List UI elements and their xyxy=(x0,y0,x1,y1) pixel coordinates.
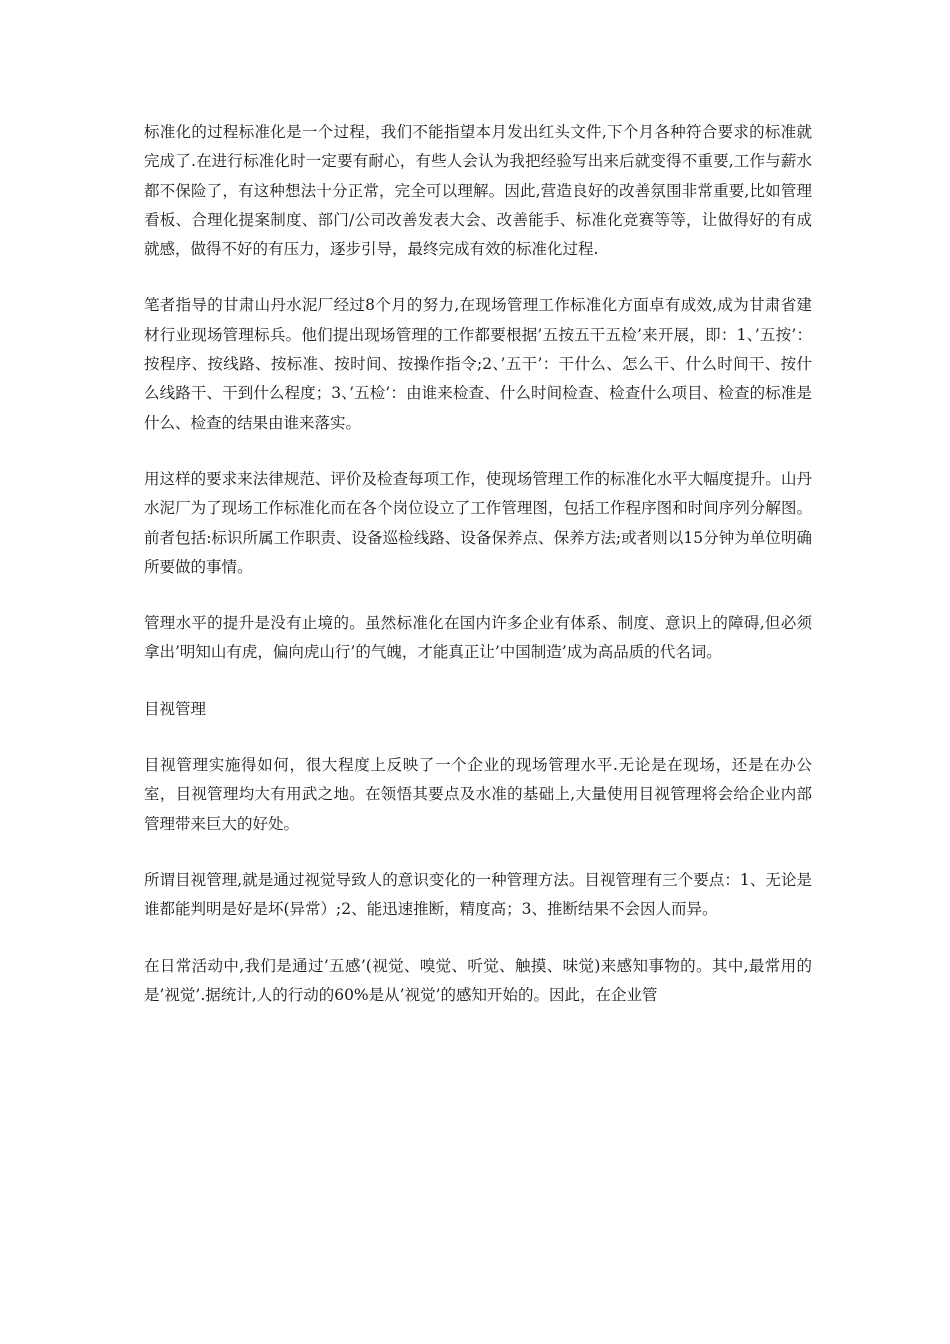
paragraph-work-charts: 用这样的要求来法律规范、评价及检查每项工作，使现场管理工作的标准化水平大幅度提升。山丹水泥厂为了现场工作标准化而在各个岗位设立了工作管理图，包括工作程序图和时间序列分解图。前者包括:标识所属工作职责、设备巡检线路、设备保养点、保养方法;或者则以15分钟为单位明确所要做的事情。 xyxy=(144,469,812,576)
paragraph-visual-management-definition: 所谓目视管理,就是通过视觉导致人的意识变化的一种管理方法。目视管理有三个要点：1、无论是谁都能判明是好是坏(异常）;2、能迅速推断，精度高；3、推断结果不会因人而异。 xyxy=(144,870,812,919)
paragraph-five-senses: 在日常活动中,我们是通过’五感’(视觉、嗅觉、听觉、触摸、味觉)来感知事物的。其中,最常用的是’视觉’.据统计,人的行动的60%是从’视觉’的感知开始的。因此，在企业管 xyxy=(144,956,812,1004)
paragraph-management-level: 管理水平的提升是没有止境的。虽然标准化在国内许多企业有体系、制度、意识上的障碍,但必须拿出’明知山有虎，偏向虎山行’的气魄，才能真正让’中国制造’成为高品质的代名词。 xyxy=(144,614,812,662)
section-heading-visual-management: 目视管理 xyxy=(144,699,207,718)
paragraph-shandan-case: 笔者指导的甘肃山丹水泥厂经过8个月的努力,在现场管理工作标准化方面卓有成效,成为甘肃省建材行业现场管理标兵。他们提出现场管理的工作都要根据’五按五干五检’来开展，即：1、’五按’：按程序、按线路、按标准、按时间、按操作指令;2、’五干’：干什么、怎么干、什么时间干、按什么线路干、干到什么程度；3、’五检’：由谁来检查、什么时间检查、检查什么项目、检查的标准是什么、检查的结果由谁来落实。 xyxy=(144,296,812,432)
paragraph-standardization-process: 标准化的过程标准化是一个过程，我们不能指望本月发出红头文件,下个月各种符合要求的标准就完成了.在进行标准化时一定要有耐心，有些人会认为我把经验写出来后就变得不重要,工作与薪水都不保险了，有这种想法十分正常，完全可以理解。因此,营造良好的改善氛围非常重要,比如管理看板、合理化提案制度、部门/公司改善发表大会、改善能手、标准化竞赛等等，让做得好的有成就感，做得不好的有压力，逐步引导，最终完成有效的标准化过程. xyxy=(144,123,812,259)
document-body xyxy=(144,118,812,1037)
paragraph-visual-management-intro: 目视管理实施得如何，很大程度上反映了一个企业的现场管理水平.无论是在现场，还是在办公室，目视管理均大有用武之地。在领悟其要点及水准的基础上,大量使用目视管理将会给企业内部管理带来巨大的好处。 xyxy=(144,756,812,833)
